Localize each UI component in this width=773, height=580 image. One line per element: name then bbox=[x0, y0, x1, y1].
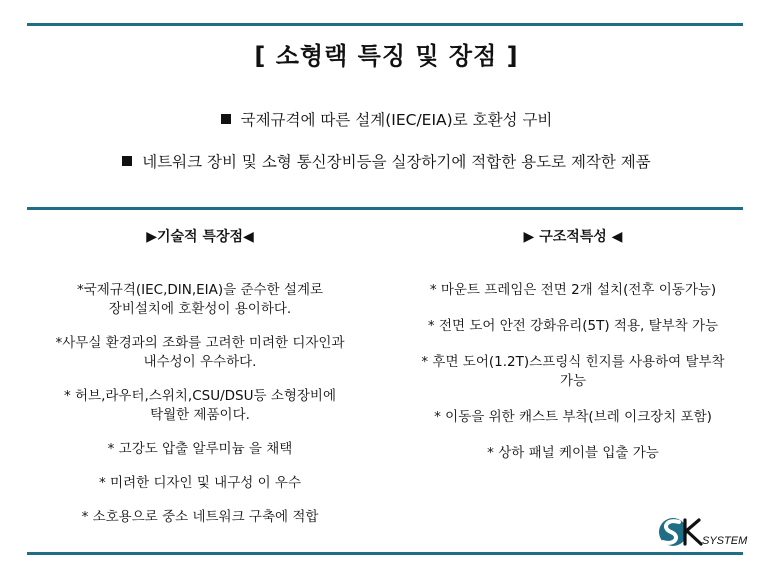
structural-features-column bbox=[403, 228, 743, 480]
middle-divider bbox=[27, 207, 743, 210]
square-bullet-icon bbox=[122, 156, 132, 166]
structure-item: * 전면 도어 안전 강화유리(5T) 적용, 탈부착 가능 bbox=[427, 318, 719, 334]
page-title: [ 소형랙 특징 및 장점 ] bbox=[254, 42, 519, 70]
structure-item: * 마운트 프레임은 전면 2개 설치(전후 이동가능) bbox=[429, 282, 717, 298]
structure-item: * 이동을 위한 캐스트 부착(브레 이크장치 포함) bbox=[434, 409, 712, 425]
technical-features-heading: ▶기술적 특장점◀ bbox=[146, 229, 254, 245]
square-bullet-icon bbox=[221, 114, 231, 124]
feature-item: * 고강도 압출 알루미늄 을 채택 bbox=[107, 441, 293, 457]
bottom-divider bbox=[27, 552, 743, 555]
feature-item: * 소호용으로 중소 네트워크 구축에 적합 bbox=[81, 509, 319, 525]
top-divider bbox=[27, 23, 743, 26]
feature-item: *국제규격(IEC,DIN,EIA)을 준수한 설계로 장비설치에 호환성이 용이하다. bbox=[76, 282, 324, 317]
structure-item: * 상하 패널 케이블 입출 가능 bbox=[487, 445, 659, 461]
structure-item: * 후면 도어(1.2T)스프링식 힌지를 사용하여 탈부착 가능 bbox=[421, 354, 725, 389]
feature-item: * 미려한 디자인 및 내구성 이 우수 bbox=[98, 475, 302, 491]
intro-line-1 bbox=[0, 108, 773, 130]
intro-line-2 bbox=[0, 150, 773, 172]
structural-features-heading: ▶ 구조적특성 ◀ bbox=[523, 229, 623, 245]
logo-text: SYSTEM bbox=[702, 535, 748, 547]
intro-text: 네트워크 장비 및 소형 통신장비등을 실장하기에 적합한 용도로 제작한 제품 bbox=[142, 153, 651, 171]
technical-features-column bbox=[27, 228, 373, 542]
intro-text: 국제규격에 따른 설계(IEC/EIA)로 호환성 구비 bbox=[240, 111, 553, 129]
feature-item: * 허브,라우터,스위치,CSU/DSU등 소형장비에 탁월한 제품이다. bbox=[63, 388, 337, 423]
feature-item: *사무실 환경과의 조화를 고려한 미려한 디자인과 내수성이 우수하다. bbox=[55, 335, 345, 370]
sk-system-logo bbox=[655, 512, 755, 552]
